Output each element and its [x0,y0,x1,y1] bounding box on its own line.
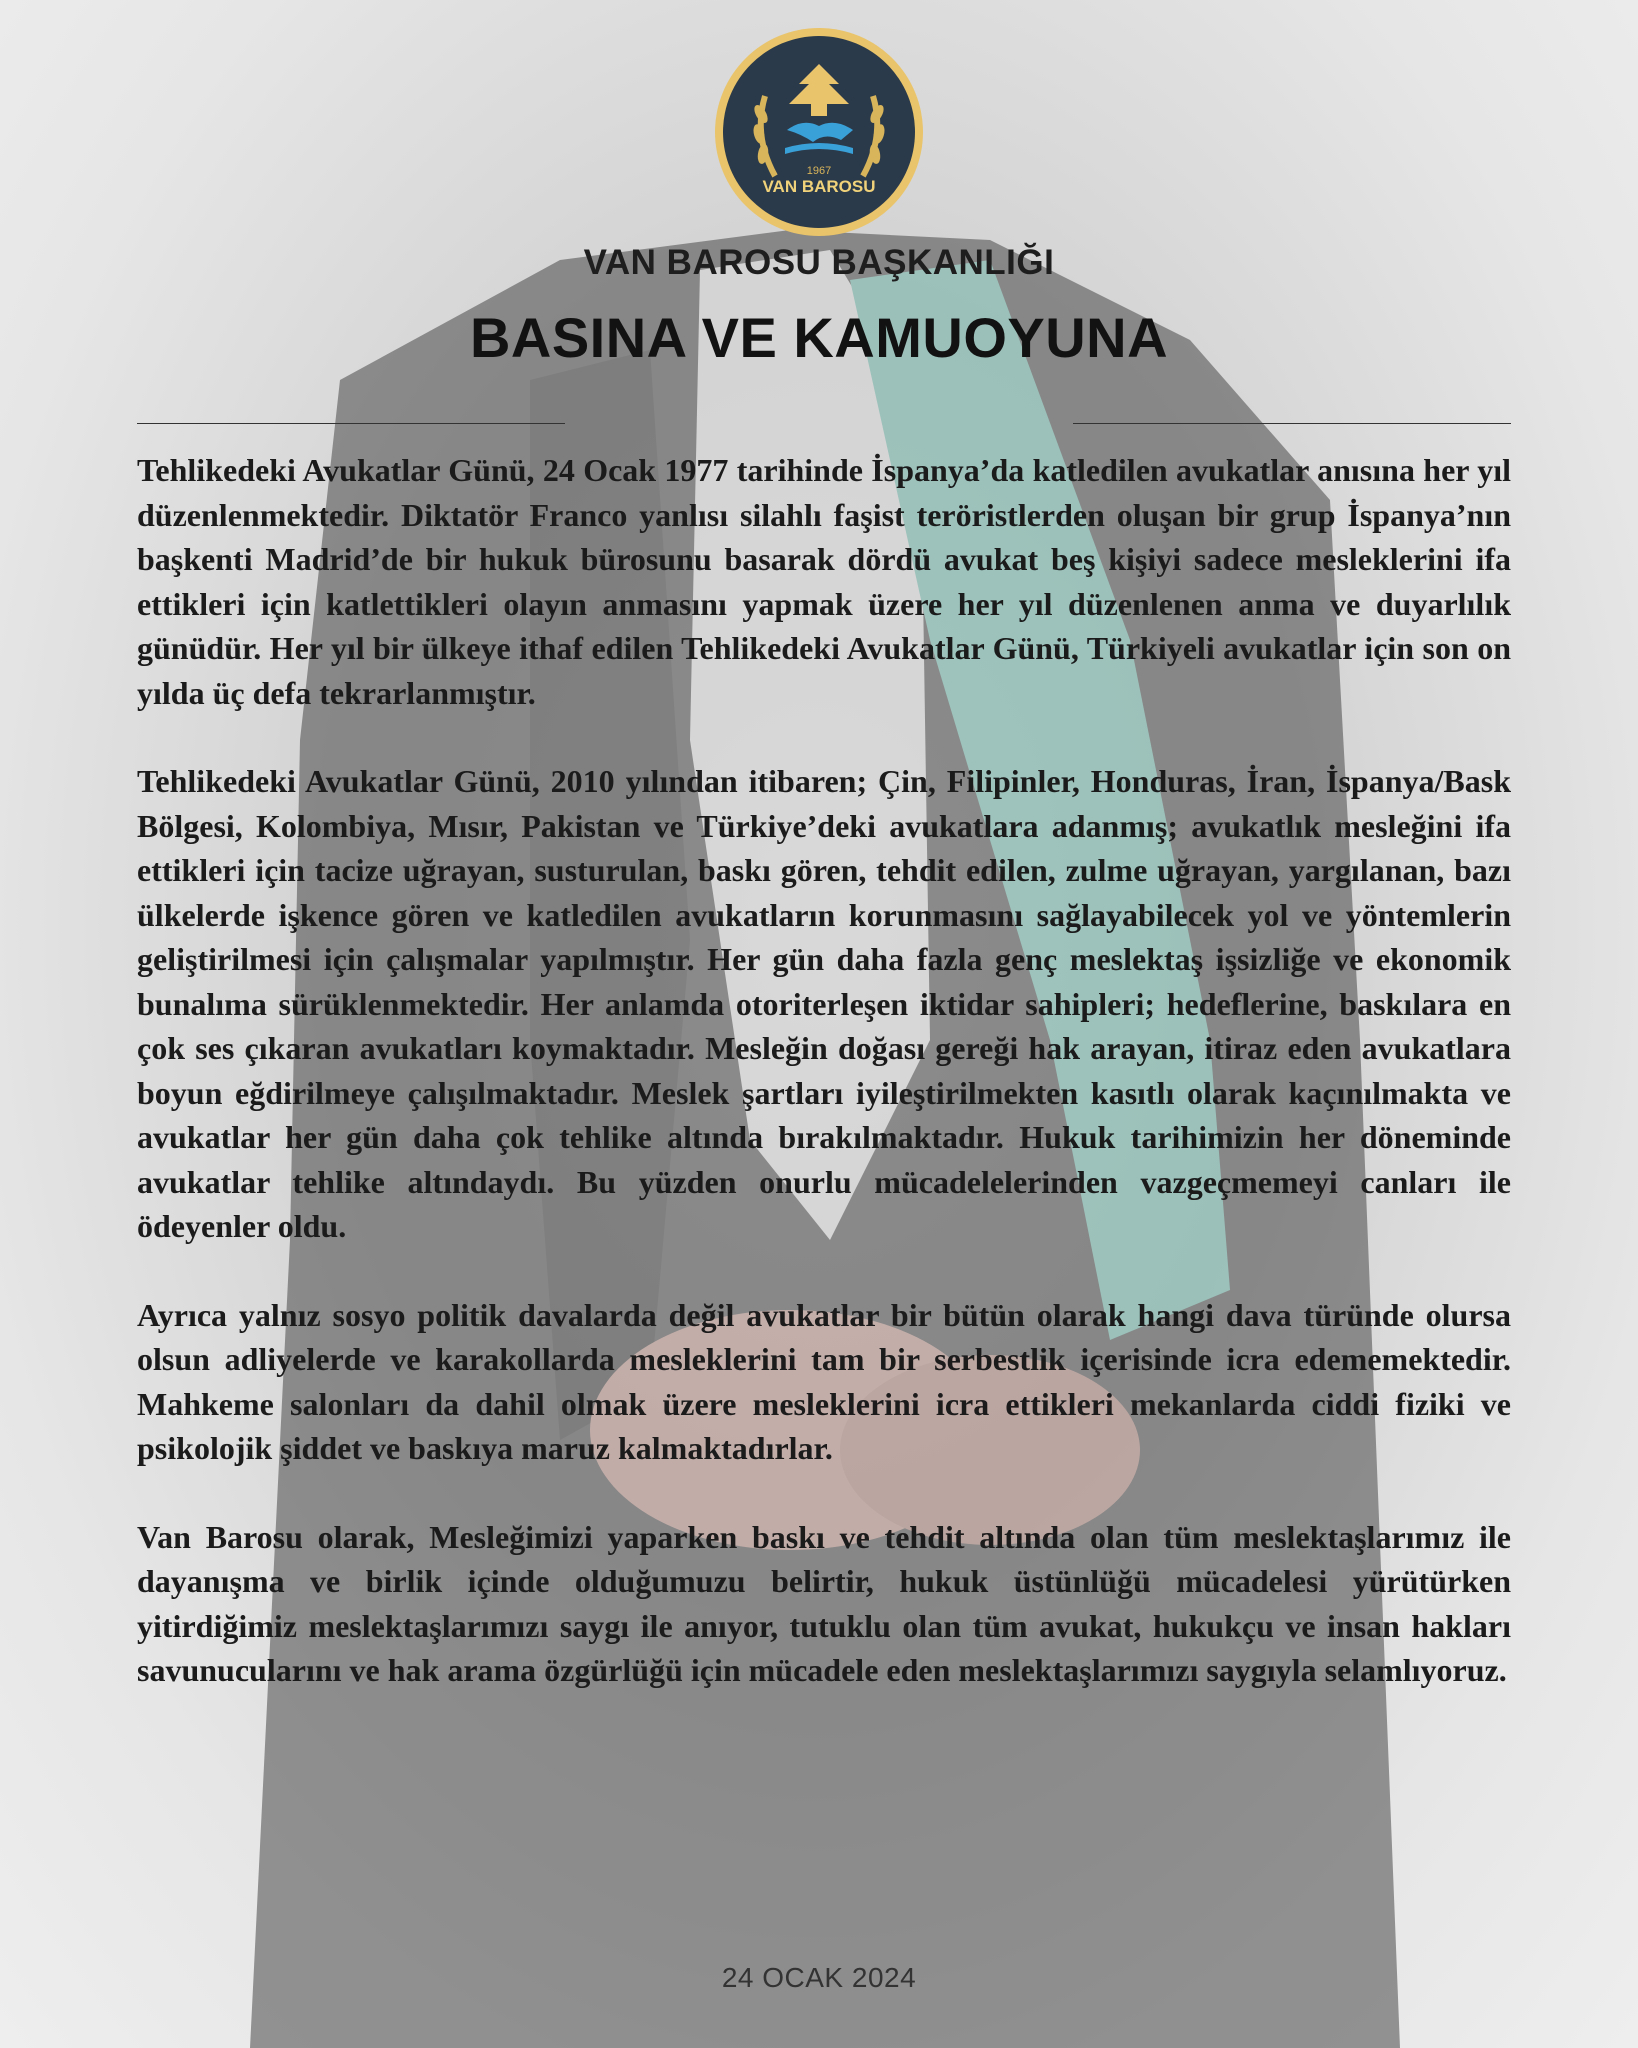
logo-year: 1967 [806,165,832,177]
paragraph-1: Tehlikedeki Avukatlar Günü, 24 Ocak 1977 tarihinde İspanya’da katledilen avukatlar anısına her yıl düzenlenmektedir. Diktatör Franco yanlısı silahlı faşist teröristlerden oluşan bir grup İspanya’nın başkenti Madrid’de bir hukuk bürosunu basarak dördü avukat beş kişiyi sadece mesleklerini ifa ettikleri için katlettikleri olayın anmasını yapmak üzere her yıl düzenlenen anma ve duyarlılık günüdür. Her yıl bir ülkeye ithaf edilen Tehlikedeki Avukatlar Günü, Türkiyeli avukatlar için son on yılda üç defa tekrarlanmıştır. [137,452,1511,711]
paragraph-4: Van Barosu olarak, Mesleğimizi yaparken baskı ve tehdit altında olan tüm meslektaşlarımız ile dayanışma ve birlik içinde olduğumuzu belirtir, hukuk üstünlüğü mücadelesi yürütürken yitirdiğimiz meslektaşlarımızı saygı ile anıyor, tutuklu olan tüm avukat, hukukçu ve insan hakları savunucularını ve hak arama özgürlüğü için mücadele eden meslektaşlarımızı saygıyla selamlıyoruz. [137,1518,1511,1688]
paragraph-3: Ayrıca yalnız sosyo politik davalarda değil avukatlar bir bütün olarak hangi dava türünde olursa olsun adliyelerde ve karakollarda mesleklerini tam bir serbestlik içerisinde icra edememektedir. Mahkeme salonları da dahil olmak üzere mesleklerini icra ettikleri mekanlarda ciddi fiziki ve psikolojik şiddet ve baskıya maruz kalmaktadırlar. [137,1296,1511,1466]
divider-left [137,423,565,424]
organization-title: VAN BAROSU BAŞKANLIĞI [583,243,1055,282]
statement-body [137,448,1511,1737]
divider-right [1073,423,1511,424]
page-title: BASINA VE KAMUOYUNA [469,306,1169,369]
statement-date: 24 OCAK 2024 [721,1962,917,1993]
van-barosu-logo [713,26,925,238]
paragraph-2: Tehlikedeki Avukatlar Günü, 2010 yılından itibaren; Çin, Filipinler, Honduras, İran, İspanya/Bask Bölgesi, Kolombiya, Mısır, Pakistan ve Türkiye’deki avukatlara adanmış; avukatlık mesleğini ifa ettikleri için tacize uğrayan, susturulan, baskı gören, tehdit edilen, zulme uğrayan, yargılanan, bazı ülkelerde işkence gören ve katledilen avukatların korunmasını sağlayabilecek yol ve yöntemlerin geliştirilmesi için çalışmalar yapılmıştır. Her gün daha fazla genç meslektaş işsizliğe ve ekonomik bunalıma sürüklenmektedir. Her anlamda otoriterleşen iktidar sahipleri; hedeflerine, baskılara en çok ses çıkaran avukatları koymaktadır. Mesleğin doğası gereği hak arayan, itiraz eden avukatlara boyun eğdirilmeye çalışılmaktadır. Meslek şartları iyileştirilmekten kasıtlı olarak kaçınılmakta ve avukatlar her gün daha çok tehlike altında bırakılmaktadır. Hukuk tarihimizin her döneminde avukatlar tehlike altındaydı. Bu yüzden onurlu mücadelelerinden vazgeçmemeyi canları ile ödeyenler oldu. [137,763,1511,1244]
logo-name: VAN BAROSU [762,177,876,196]
